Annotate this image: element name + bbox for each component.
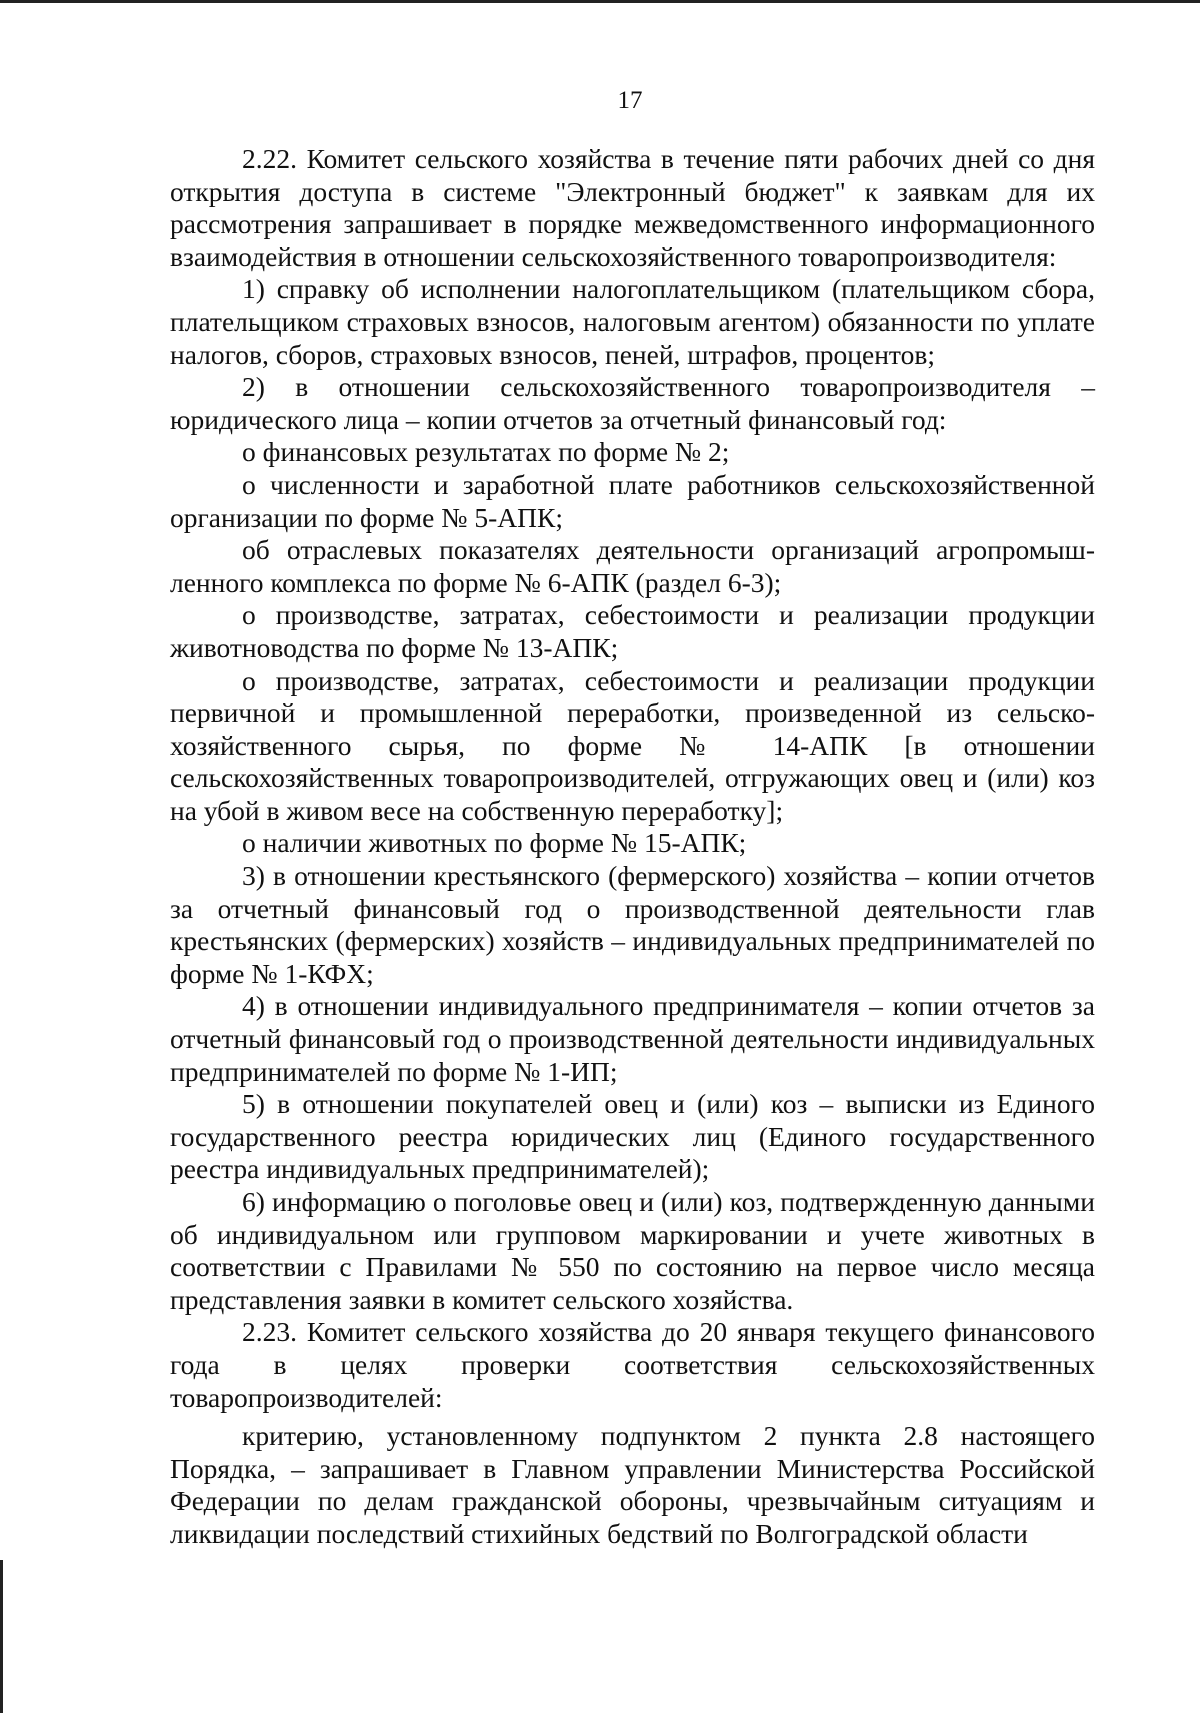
paragraph-item-3: 3) в отношении крестьянского (фермерского) хозяйства – копии отчетов за отчетный финансовый год о производственной деятельности глав крестьянских (фермерских) хозяйств – индивидуальных предпринимателей по форме № 1-КФХ; <box>170 860 1095 989</box>
paragraph-2-23: 2.23. Комитет сельского хозяйства до 20 января текущего финансового года в целях проверки соответствия сельскохозяйственных товаропроизводителей: <box>170 1316 1095 1413</box>
paragraph-form-6-apk: об отраслевых показателях деятельности организаций агропромышленного комплекса по форме № 6-АПК (раздел 6-3); <box>170 534 1095 598</box>
paragraph-form-15-apk: о наличии животных по форме № 15-АПК; <box>242 827 747 859</box>
paragraph-item-2: 2) в отношении сельскохозяйственного товаропроизводителя – юридического лица – копии отчетов за отчетный финансовый год: <box>170 371 1095 435</box>
document-body <box>170 143 1095 1551</box>
paragraph-item-6: 6) информацию о поголовье овец и (или) коз, подтвержденную данными об индивидуальном или групповом маркировании и учете животных в соответствии с Правилами № 550 по состоянию на первое число месяца представления заявки в комитет сельского хозяйства. <box>170 1186 1095 1315</box>
paragraph-criterion: критерию, установленному подпунктом 2 пункта 2.8 настоящего Порядка, – запрашивает в Главном управлении Министерства Российской Федерации по делам гражданской обороны, чрезвычайным ситуациям и ликвидации последствий стихийных бедствий по Волгоградской области <box>170 1420 1095 1549</box>
scan-edge-left <box>0 1560 3 1713</box>
paragraph-form-5-apk: о численности и заработной плате работников сельскохозяйственной организации по форме № 5-АПК; <box>170 468 1095 533</box>
page-number: 17 <box>617 87 643 114</box>
paragraph-form-14-apk: о производстве, затратах, себестоимости и реализации продукции первичной и промышленной переработки, произведенной из сельскохозяйственного сырья, по форме № 14-АПК [в отношении сельскохозяйственных товаропроизводителей, отгружающих овец и (или) коз на убой в живом весе на собственную переработку]; <box>170 664 1095 826</box>
scan-edge-top <box>0 0 1200 3</box>
paragraph-item-5: 5) в отношении покупателей овец и (или) коз – выписки из Единого государственного реестра юридических лиц (Единого государственного реестра индивидуальных предпринимателей); <box>170 1088 1095 1185</box>
paragraph-2-22: 2.22. Комитет сельского хозяйства в течение пяти рабочих дней со дня открытия доступа в системе "Электронный бюджет" к заявкам для их рассмотрения запрашивает в порядке межведомственного информационного взаимодействия в отношении сельскохозяйственного товаропроизводителя: <box>170 143 1095 272</box>
paragraph-form-13-apk: о производстве, затратах, себестоимости и реализации продукции животноводства по форме № 13-АПК; <box>170 599 1095 663</box>
paragraph-form-2: о финансовых результатах по форме № 2; <box>242 436 730 468</box>
paragraph-item-4: 4) в отношении индивидуального предпринимателя – копии отчетов за отчетный финансовый год о производственной деятельности индивидуальных предпринимателей по форме № 1-ИП; <box>170 990 1095 1087</box>
paragraph-item-1: 1) справку об исполнении налогоплательщиком (плательщиком сбора, плательщиком страховых взносов, налоговым агентом) обязанности по уплате налогов, сборов, страховых взносов, пеней, штрафов, процентов; <box>170 273 1095 370</box>
